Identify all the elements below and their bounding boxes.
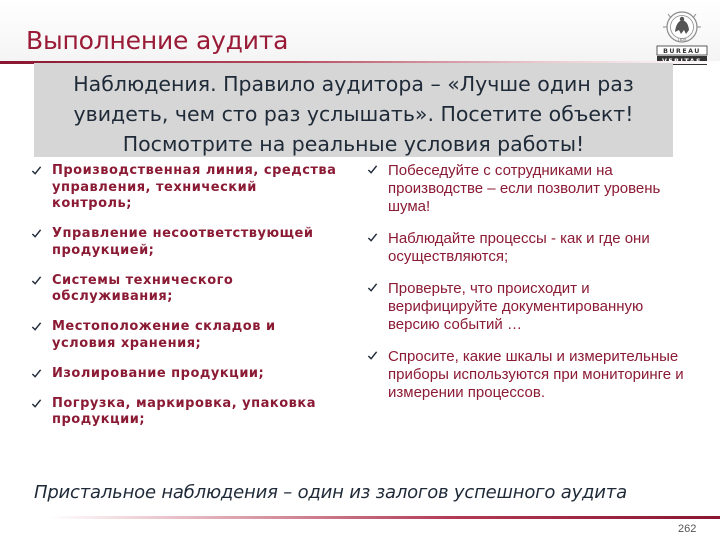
callout-line: Посмотрите на реальные условия работы! <box>122 132 585 156</box>
list-item-text: Системы технического обслуживания; <box>52 272 234 304</box>
list-item-text: Погрузка, маркировка, упаковка продукции; <box>52 395 316 427</box>
logo-text-bureau: BUREAU <box>663 48 701 55</box>
callout-line: увидеть, чем сто раз услышать». Посетите объект! <box>73 102 634 126</box>
checkmark-icon <box>31 368 42 379</box>
list-item-text: Изолирование продукции; <box>52 365 265 381</box>
list-item <box>367 230 697 266</box>
list-item <box>367 348 697 402</box>
checkmark-icon <box>31 228 42 239</box>
bureau-veritas-logo <box>654 8 710 66</box>
list-item <box>31 273 341 306</box>
list-item <box>31 396 341 429</box>
right-bullet-list <box>367 162 697 416</box>
checkmark-icon <box>367 350 378 361</box>
logo-year: 1828 <box>677 38 687 42</box>
list-item <box>31 163 341 213</box>
list-item-text: Побеседуйте с сотрудниками на производстве – если позволит уровень шума! <box>388 162 661 215</box>
list-item <box>31 366 341 383</box>
footer-divider <box>50 516 720 519</box>
checkmark-icon <box>367 164 378 175</box>
page-title: Выполнение аудита <box>26 26 289 55</box>
list-item-text: Проверьте, что происходит и верифицируйте документированную версию событий … <box>388 280 644 333</box>
list-item-text: Управление несоответствующей продукцией; <box>52 226 314 258</box>
list-item <box>367 162 697 216</box>
list-item <box>367 280 697 334</box>
list-item-text: Наблюдайте процессы - как и где они осуществляются; <box>388 230 650 265</box>
footer-note: Пристальное наблюдения – один из залогов успешного аудита <box>34 482 627 503</box>
list-item <box>31 226 341 259</box>
checkmark-icon <box>31 398 42 409</box>
callout-box <box>34 63 673 157</box>
left-bullet-list <box>31 163 341 442</box>
list-item-text: Спросите, какие шкалы и измерительные приборы используются при мониторинге и измерении процессов. <box>388 348 684 401</box>
checkmark-icon <box>31 275 42 286</box>
checkmark-icon <box>31 321 42 332</box>
checkmark-icon <box>367 282 378 293</box>
callout-line: Наблюдения. Правило аудитора – «Лучше один раз <box>73 72 634 96</box>
callout-text <box>34 69 673 159</box>
page-number: 262 <box>678 523 697 535</box>
checkmark-icon <box>367 232 378 243</box>
list-item-text: Местоположение складов и условия хранения; <box>52 319 276 351</box>
checkmark-icon <box>31 165 42 176</box>
logo-emblem <box>663 12 701 42</box>
list-item <box>31 319 341 352</box>
list-item-text: Производственная линия, средства управления, технический контроль; <box>52 163 337 211</box>
